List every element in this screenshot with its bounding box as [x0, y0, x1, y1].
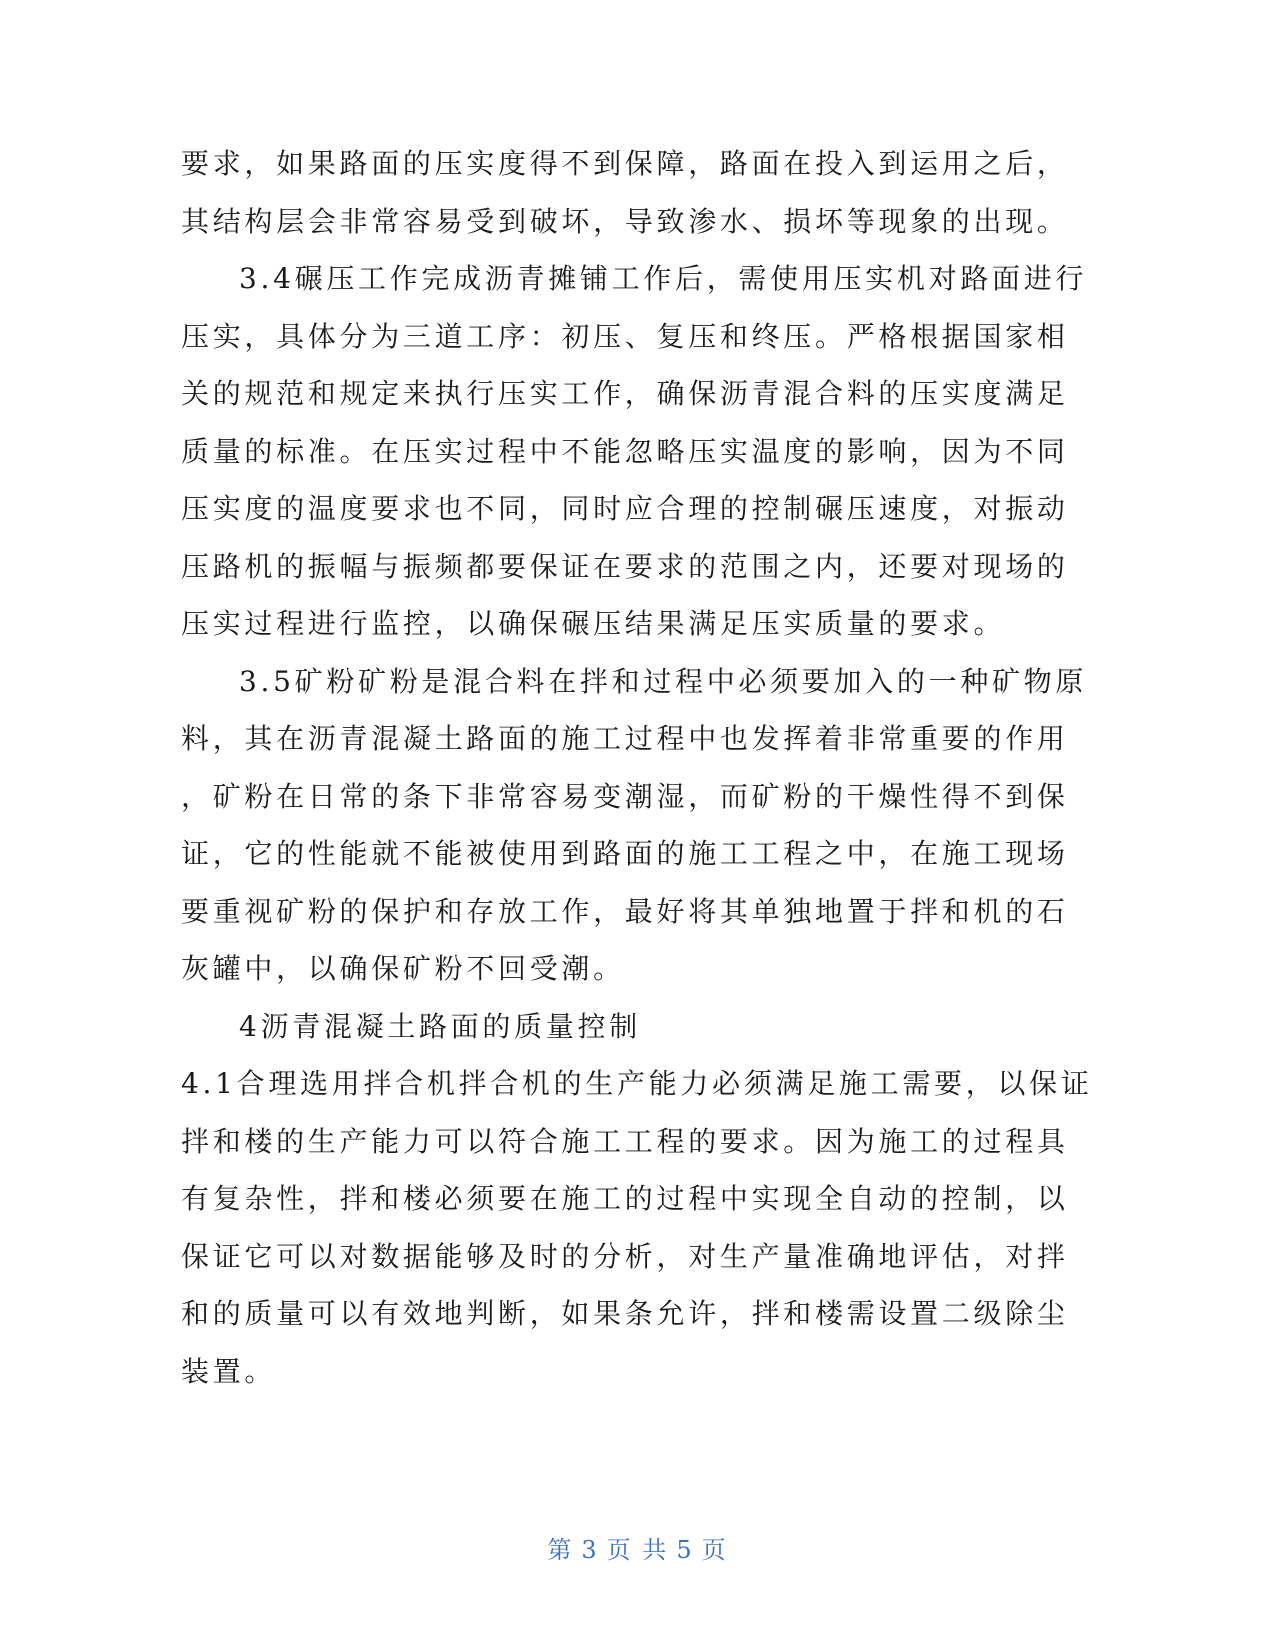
text-line-7: 压实度的温度要求也不同，同时应合理的控制碾压速度，对振动 — [181, 492, 1069, 525]
text-line-10: 3.5矿粉矿粉是混合料在拌和过程中必须要加入的一种矿物原 — [239, 665, 1088, 698]
text-line-8: 压路机的振幅与振频都要保证在要求的范围之内，还要对现场的 — [181, 550, 1069, 583]
footer-middle: 页 共 — [606, 1536, 669, 1564]
text-line-17: 4.1合理选用拌合机拌合机的生产能力必须满足施工需要，以保证 — [181, 1067, 1093, 1100]
text-line-9: 压实过程进行监控，以确保碾压结果满足压实质量的要求。 — [181, 607, 1006, 640]
text-line-4: 压实，具体分为三道工序：初压、复压和终压。严格根据国家相 — [181, 320, 1069, 353]
text-line-5: 关的规范和规定来执行压实工作，确保沥青混合料的压实度满足 — [181, 377, 1069, 410]
text-line-11: 料，其在沥青混凝土路面的施工过程中也发挥着非常重要的作用 — [181, 722, 1069, 755]
footer-page-number: 3 — [581, 1536, 599, 1564]
footer-total-pages: 5 — [676, 1536, 694, 1564]
text-line-18: 拌和楼的生产能力可以符合施工工程的要求。因为施工的过程具 — [181, 1125, 1069, 1158]
text-line-19: 有复杂性，拌和楼必须要在施工的过程中实现全自动的控制，以 — [181, 1182, 1069, 1215]
text-line-6: 质量的标准。在压实过程中不能忽略压实温度的影响，因为不同 — [181, 435, 1069, 468]
footer-prefix: 第 — [547, 1536, 574, 1564]
text-line-15: 灰罐中，以确保矿粉不回受潮。 — [181, 952, 625, 985]
footer-suffix: 页 — [701, 1536, 728, 1564]
text-line-2: 其结构层会非常容易受到破坏，导致渗水、损坏等现象的出现。 — [181, 205, 1069, 238]
text-line-20: 保证它可以对数据能够及时的分析，对生产量准确地评估，对拌 — [181, 1240, 1069, 1273]
text-line-3: 3.4碾压工作完成沥青摊铺工作后，需使用压实机对路面进行 — [239, 262, 1088, 295]
text-line-13: 证，它的性能就不能被使用到路面的施工工程之中，在施工现场 — [181, 837, 1069, 870]
page-footer — [0, 1530, 1275, 1570]
text-line-21: 和的质量可以有效地判断，如果条允许，拌和楼需设置二级除尘 — [181, 1297, 1069, 1330]
text-line-14: 要重视矿粉的保护和存放工作，最好将其单独地置于拌和机的石 — [181, 895, 1069, 928]
text-line-12: ，矿粉在日常的条下非常容易变潮湿，而矿粉的干燥性得不到保 — [181, 780, 1069, 813]
section-heading: 4沥青混凝土路面的质量控制 — [239, 1010, 641, 1043]
text-line-22: 装置。 — [181, 1355, 277, 1388]
text-line-1: 要求，如果路面的压实度得不到保障，路面在投入到运用之后， — [181, 147, 1069, 180]
